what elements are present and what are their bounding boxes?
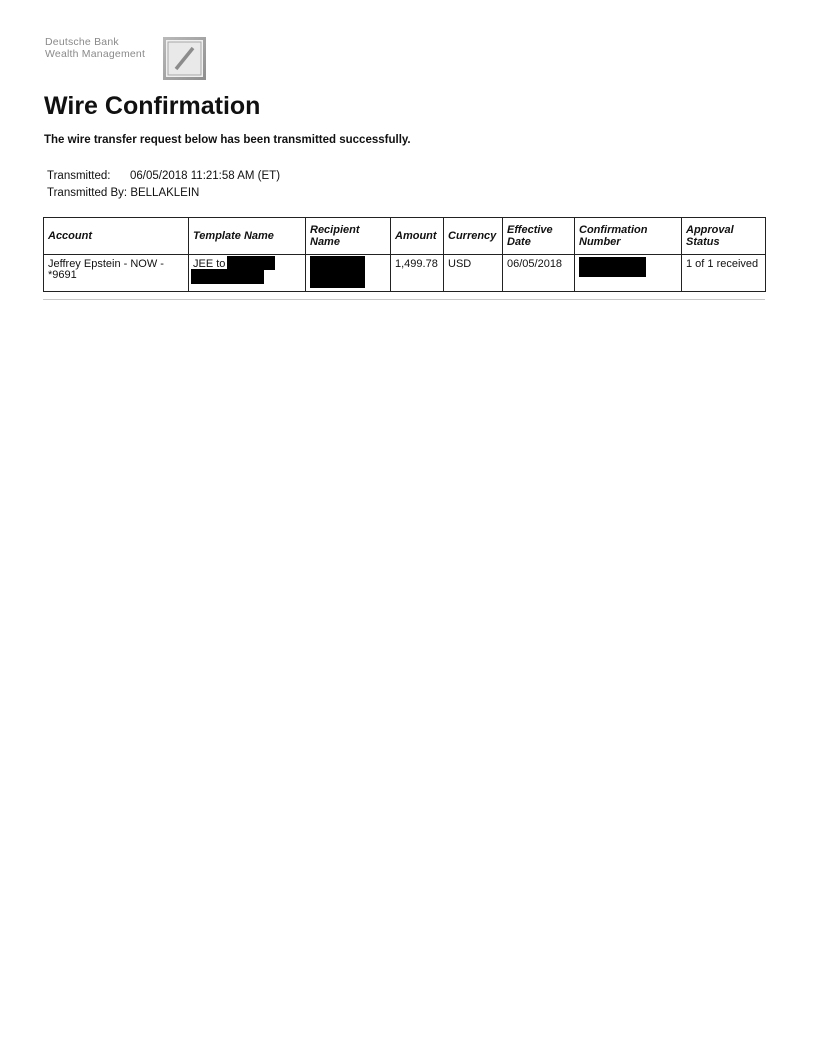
table-row (44, 255, 766, 292)
logo-line-bank: Deutsche Bank (45, 36, 119, 48)
cell-effective-date: 06/05/2018 (503, 255, 575, 292)
logo-line-division: Wealth Management (45, 48, 146, 60)
cell-recipient-name (306, 255, 391, 292)
redaction-block (579, 257, 646, 277)
column-header-currency: Currency (444, 218, 503, 255)
column-header-confirmation-number: Confirmation Number (575, 218, 682, 255)
cell-amount: 1,499.78 (391, 255, 444, 292)
cell-currency: USD (444, 255, 503, 292)
column-header-approval-status: Approval Status (682, 218, 766, 255)
transmitted-by-row (47, 185, 280, 202)
redaction-block (191, 269, 264, 284)
transmitted-label: Transmitted: (47, 170, 111, 182)
logo-text (45, 36, 145, 60)
redaction-block (227, 256, 275, 270)
transmitted-row (47, 168, 280, 185)
column-header-template-name: Template Name (189, 218, 306, 255)
cell-template-name (189, 255, 306, 292)
transmission-details (47, 168, 280, 202)
table-header-row (44, 218, 766, 255)
column-header-effective-date: Effective Date (503, 218, 575, 255)
column-header-account: Account (44, 218, 189, 255)
cell-account: Jeffrey Epstein - NOW - *9691 (44, 255, 189, 292)
cell-approval-status: 1 of 1 received (682, 255, 766, 292)
deutsche-bank-logo-icon (163, 37, 206, 80)
transmitted-value: 06/05/2018 11:21:58 AM (ET) (130, 170, 281, 182)
transmitted-by-value: BELLAKLEIN (130, 187, 200, 199)
redaction-block (310, 256, 365, 288)
column-header-recipient-name: Recipient Name (306, 218, 391, 255)
cell-confirmation-number (575, 255, 682, 292)
column-header-amount: Amount (391, 218, 444, 255)
divider (43, 299, 765, 300)
page-title: Wire Confirmation (44, 92, 261, 120)
transmitted-by-label: Transmitted By: (47, 187, 128, 199)
template-name-text: JEE to (193, 258, 226, 270)
success-message: The wire transfer request below has been transmitted successfully. (44, 134, 411, 146)
wire-table (43, 217, 766, 292)
